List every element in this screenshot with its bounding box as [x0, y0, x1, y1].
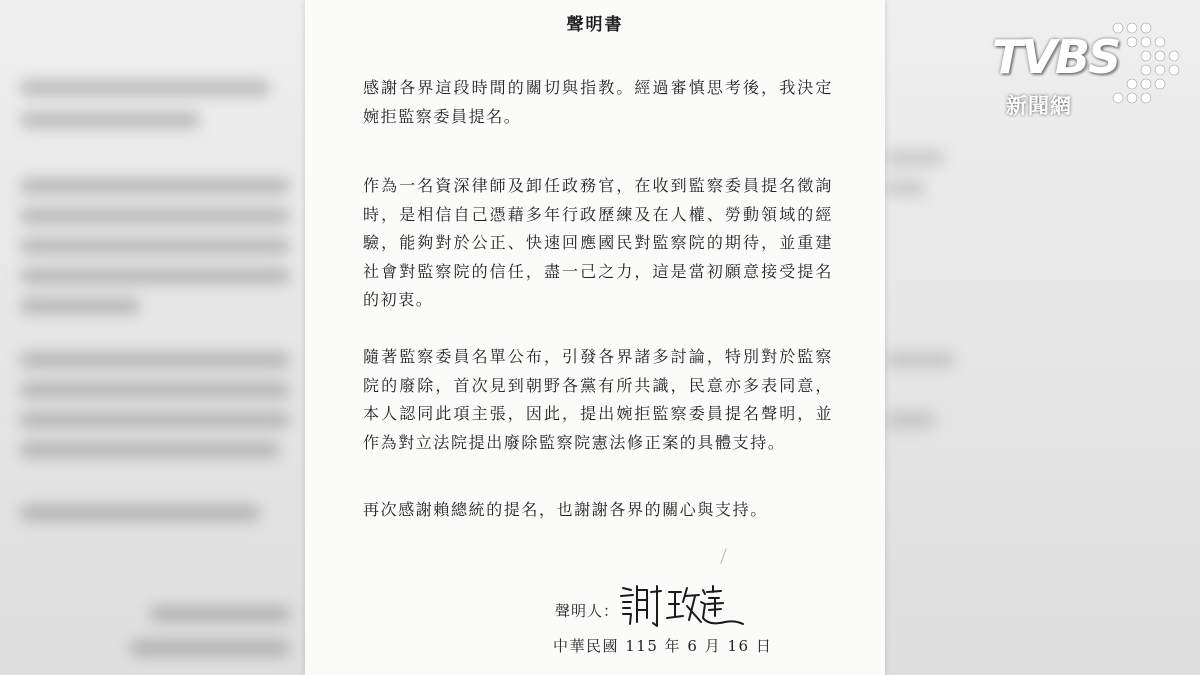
blurred-text-line	[20, 238, 290, 254]
blurred-background-left	[0, 0, 305, 675]
blurred-text-line	[20, 112, 200, 128]
blurred-text-line	[20, 268, 290, 284]
tvbs-logo	[992, 22, 1182, 122]
blurred-text-line	[130, 640, 290, 656]
blurred-text-line	[20, 412, 290, 428]
blurred-text-line	[150, 606, 290, 622]
signatory-label: 聲明人：	[555, 602, 620, 620]
blurred-text-line	[885, 180, 925, 196]
blurred-text-line	[20, 352, 290, 368]
blurred-text-line	[20, 80, 270, 96]
blurred-text-line	[20, 505, 260, 521]
paragraph-4: 再次感謝賴總統的提名，也謝謝各界的關心與支持。	[363, 500, 768, 519]
paragraph-3: 隨著監察委員名單公布，引發各界諸多討論，特別對於監察院的廢除，首次見到朝野各黨有所共識，民意亦多表同意，本人認同此項主張，因此，提出婉拒監察委員提名聲明，並作為對立法院提出廢除監察院憲法修正案的具體支持。	[363, 347, 833, 452]
logo-wordmark: TVBS	[992, 30, 1120, 84]
document-title: 聲明書	[566, 15, 624, 35]
statement-document	[305, 0, 885, 675]
blurred-text-line	[20, 208, 290, 224]
statement-date: 中華民國 115 年 6 月 16 日	[553, 637, 773, 655]
blurred-text-line	[885, 412, 935, 428]
pen-mark	[720, 548, 726, 563]
paragraph-1: 感謝各界這段時間的關切與指教。經過審慎思考後，我決定婉拒監察委員提名。	[363, 78, 833, 126]
blurred-text-line	[885, 150, 945, 166]
blurred-text-line	[20, 178, 290, 194]
blurred-text-line	[20, 382, 290, 398]
blurred-text-line	[20, 442, 280, 458]
blurred-text-line	[20, 298, 140, 314]
blurred-text-line	[885, 352, 955, 368]
logo-subtitle: 新聞網	[1006, 94, 1072, 118]
handwritten-signature	[617, 578, 747, 630]
paragraph-2: 作為一名資深律師及卸任政務官，在收到監察委員提名徵詢時，是相信自己憑藉多年行政歷練及在人權、勞動領域的經驗，能夠對於公正、快速回應國民對監察院的期待，並重建社會對監察院的信任，盡一己之力，這是當初願意接受提名的初衷。	[363, 176, 833, 309]
